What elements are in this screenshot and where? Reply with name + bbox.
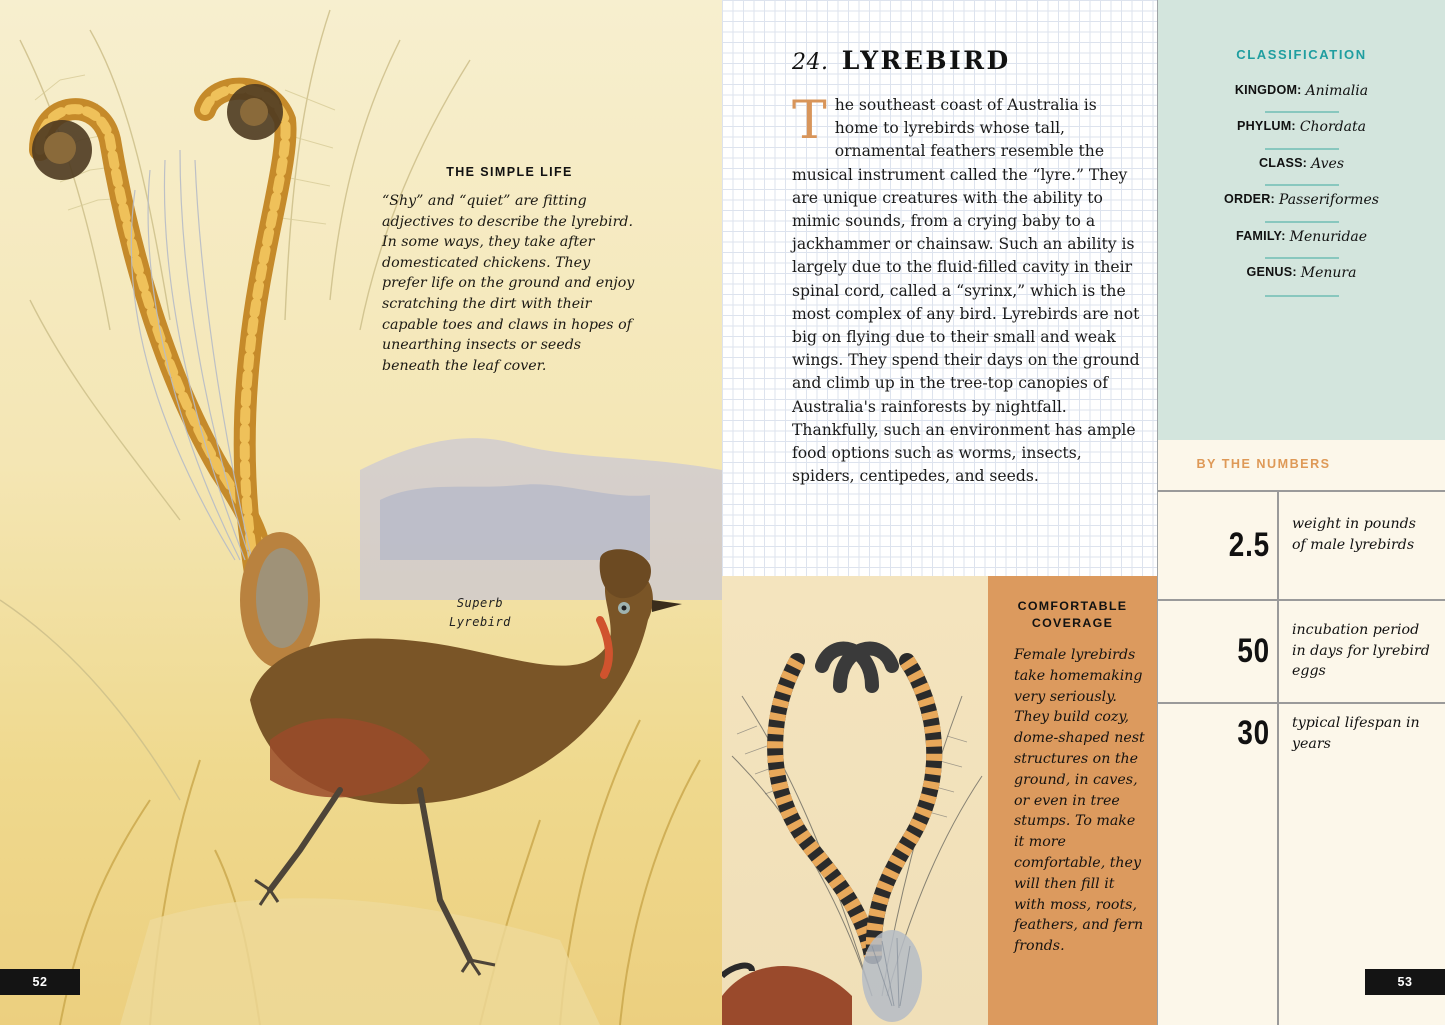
stat-value: 30 (1237, 714, 1270, 752)
page-number-right: 53 (1365, 969, 1445, 995)
divider (1265, 221, 1339, 223)
coverage-title (1000, 598, 1145, 632)
classification-value: Passeriformes (1278, 192, 1379, 209)
stat-value: 2.5 (1228, 526, 1270, 564)
stat-description: typical lifespan in years (1292, 715, 1420, 752)
classification-key: KINGDOM: (1234, 83, 1302, 97)
caption-line: Superb (456, 596, 504, 610)
divider (1158, 599, 1445, 601)
classification-row (1158, 75, 1445, 111)
sidebar-body: “Shy” and “quiet” are fitting adjectives to describe the lyrebird. In some ways, they take after domesticated chickens. They prefer life on the ground and enjoy scratching the dirt with their capable toes and claws in hopes of unearthing insects or seeds beneath the leaf cover. (382, 193, 635, 374)
coverage-title-line: COVERAGE (1031, 616, 1114, 630)
article-heading: LYREBIRD (841, 46, 1011, 75)
stat-value: 50 (1237, 632, 1270, 670)
classification-key: PHYLUM: (1237, 119, 1296, 134)
classification-title: CLASSIFICATION (1236, 47, 1367, 62)
divider (1158, 490, 1445, 492)
article-text: he southeast coast of Australia is home to lyrebirds whose tall, ornamental feathers resemble the musical instrument called the “lyre.” They are unique creatures with the ability to mimic sounds, from a crying baby to a jackhammer or chainsaw. Such an ability is largely due to the fluid-filled cavity in their spinal cord, called a “syrinx,” which is the most complex of any bird. Lyrebirds are not big on flying due to their small and weak wings. They spend their days on the ground and climb up in the tree-top canopies of Australia's rainforests by nightfall. Thankfully, such an environment has ample food options such as worms, insects, spiders, centipedes, and seeds. (792, 96, 1140, 486)
classification-list (1158, 75, 1445, 293)
lyrebird-illustration (0, 0, 722, 1025)
divider (1265, 148, 1339, 150)
divider (1277, 490, 1279, 1025)
classification-key: GENUS: (1246, 264, 1297, 279)
article-body (792, 91, 1142, 488)
classification-row (1158, 148, 1445, 184)
stat-description: weight in pounds of male lyrebirds (1292, 516, 1416, 553)
numbers-title: BY THE NUMBERS (1196, 457, 1331, 471)
divider (1265, 111, 1339, 113)
classification-key: CLASS: (1259, 155, 1308, 170)
caption-line: Lyrebird (449, 615, 511, 629)
classification-value: Menura (1300, 264, 1357, 281)
classification-row (1158, 221, 1445, 257)
classification-key: FAMILY: (1235, 228, 1286, 243)
lyrebird-tail-illustration (722, 576, 988, 1025)
divider (1158, 702, 1445, 704)
coverage-body: Female lyrebirds take homemaking very seriously. They build cozy, dome-shaped nest structures on the ground, in caves, or even in tree stumps. To make it more comfortable, they will then fill it with moss, roots, feathers, and fern fronds. (1014, 647, 1145, 955)
article-title (792, 46, 1011, 75)
tail-feathers-image (722, 576, 988, 1025)
classification-row (1158, 257, 1445, 293)
divider (1265, 184, 1339, 186)
left-page (0, 0, 722, 1025)
simple-life-sidebar (382, 165, 637, 376)
classification-key: ORDER: (1224, 192, 1275, 207)
classification-value: Aves (1311, 155, 1344, 172)
divider (1265, 257, 1339, 259)
classification-row (1158, 111, 1445, 147)
drop-cap: T (792, 91, 827, 151)
classification-value: Animalia (1305, 83, 1369, 99)
classification-value: Menuridae (1289, 228, 1368, 245)
page-number-left: 52 (0, 969, 80, 995)
stat-description: incubation period in days for lyrebird eggs (1292, 622, 1430, 680)
classification-value: Chordata (1299, 119, 1366, 136)
article-column (722, 0, 1158, 576)
classification-row (1158, 184, 1445, 220)
illustration-caption (432, 594, 528, 632)
by-the-numbers-panel (1158, 440, 1445, 1025)
comfortable-coverage-box (988, 576, 1158, 1025)
article-number: 24. (792, 50, 829, 75)
sidebar-title: THE SIMPLE LIFE (446, 165, 573, 179)
coverage-title-line: COMFORTABLE (1017, 599, 1128, 613)
classification-panel (1158, 0, 1445, 440)
divider (1265, 295, 1339, 297)
